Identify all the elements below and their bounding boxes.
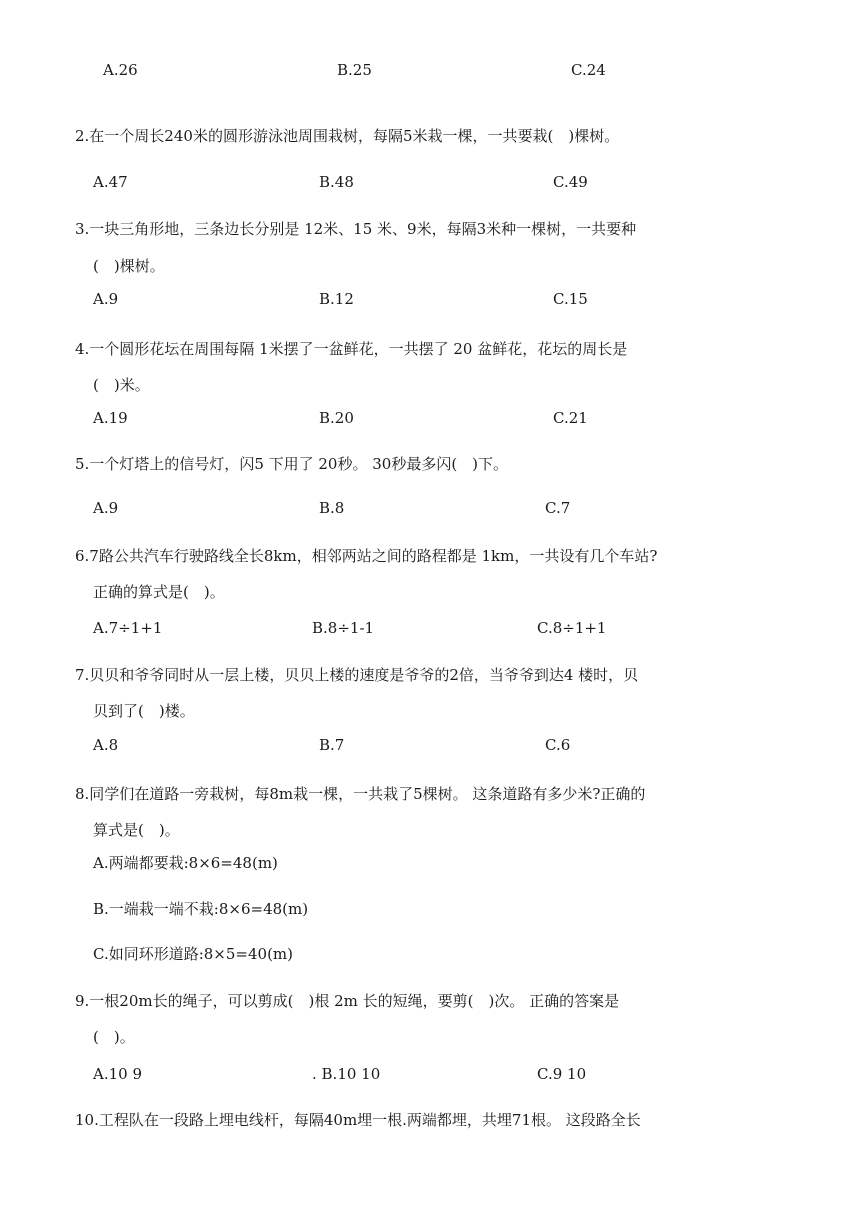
question-8-text: 8.同学们在道路一旁栽树，每8m栽一棵，一共栽了5棵树。 这条道路有多少米?正确的 <box>75 785 646 803</box>
q9-option-a: A.10 9 <box>93 1065 142 1083</box>
question-3-text: 3.一块三角形地，三条边长分别是 12米、15 米、9米，每隔3米种一棵树，一共要种 <box>75 220 637 238</box>
question-4-text-cont: ( )米。 <box>93 376 150 394</box>
option-a: A.26 <box>103 61 138 79</box>
q8-option-b: B.一端栽一端不栽:8×6=48(m) <box>93 900 309 918</box>
question-6-text: 6.7路公共汽车行驶路线全长8km，相邻两站之间的路程都是 1km，一共设有几个车站? <box>75 547 658 565</box>
q3-option-a: A.9 <box>93 290 119 308</box>
q7-option-a: A.8 <box>93 736 119 754</box>
option-b: B.25 <box>337 61 372 79</box>
question-4-text: 4.一个圆形花坛在周围每隔 1米摆了一盆鲜花，一共摆了 20 盆鲜花，花坛的周长是 <box>75 340 628 358</box>
q4-option-a: A.19 <box>93 409 128 427</box>
question-3-text-cont: ( )棵树。 <box>93 257 165 275</box>
q5-option-a: A.9 <box>93 499 119 517</box>
q9-option-b: . B.10 10 <box>312 1065 381 1083</box>
q4-option-b: B.20 <box>319 409 354 427</box>
q6-option-a: A.7÷1+1 <box>93 619 163 637</box>
question-9-text: 9.一根20m长的绳子，可以剪成( )根 2m 长的短绳，要剪( )次。 正确的答案是 <box>75 992 620 1010</box>
q2-option-b: B.48 <box>319 173 354 191</box>
q7-option-b: B.7 <box>319 736 345 754</box>
q2-option-a: A.47 <box>93 173 128 191</box>
q8-option-a: A.两端都要栽:8×6=48(m) <box>93 854 278 872</box>
q9-option-c: C.9 10 <box>537 1065 587 1083</box>
q6-option-b: B.8÷1-1 <box>312 619 375 637</box>
question-7-text: 7.贝贝和爷爷同时从一层上楼，贝贝上楼的速度是爷爷的2倍，当爷爷到达4 楼时，贝 <box>75 666 639 684</box>
question-7-text-cont: 贝到了( )楼。 <box>93 702 195 720</box>
q7-option-c: C.6 <box>545 736 571 754</box>
q2-option-c: C.49 <box>553 173 588 191</box>
question-10-text: 10.工程队在一段路上埋电线杆，每隔40m埋一根.两端都埋，共埋71根。 这段路全长 <box>75 1111 641 1129</box>
q8-option-c: C.如同环形道路:8×5=40(m) <box>93 945 294 963</box>
q5-option-c: C.7 <box>545 499 571 517</box>
q3-option-b: B.12 <box>319 290 354 308</box>
q3-option-c: C.15 <box>553 290 588 308</box>
q4-option-c: C.21 <box>553 409 588 427</box>
option-c: C.24 <box>571 61 606 79</box>
question-6-text-cont: 正确的算式是( )。 <box>93 583 225 601</box>
q6-option-c: C.8÷1+1 <box>537 619 607 637</box>
question-2-text: 2.在一个周长240米的圆形游泳池周围栽树，每隔5米栽一棵，一共要栽( )棵树。 <box>75 127 620 145</box>
question-5-text: 5.一个灯塔上的信号灯，闪5 下用了 20秒。 30秒最多闪( )下。 <box>75 455 509 473</box>
question-9-text-cont: ( )。 <box>93 1028 135 1046</box>
question-8-text-cont: 算式是( )。 <box>93 821 180 839</box>
q5-option-b: B.8 <box>319 499 345 517</box>
